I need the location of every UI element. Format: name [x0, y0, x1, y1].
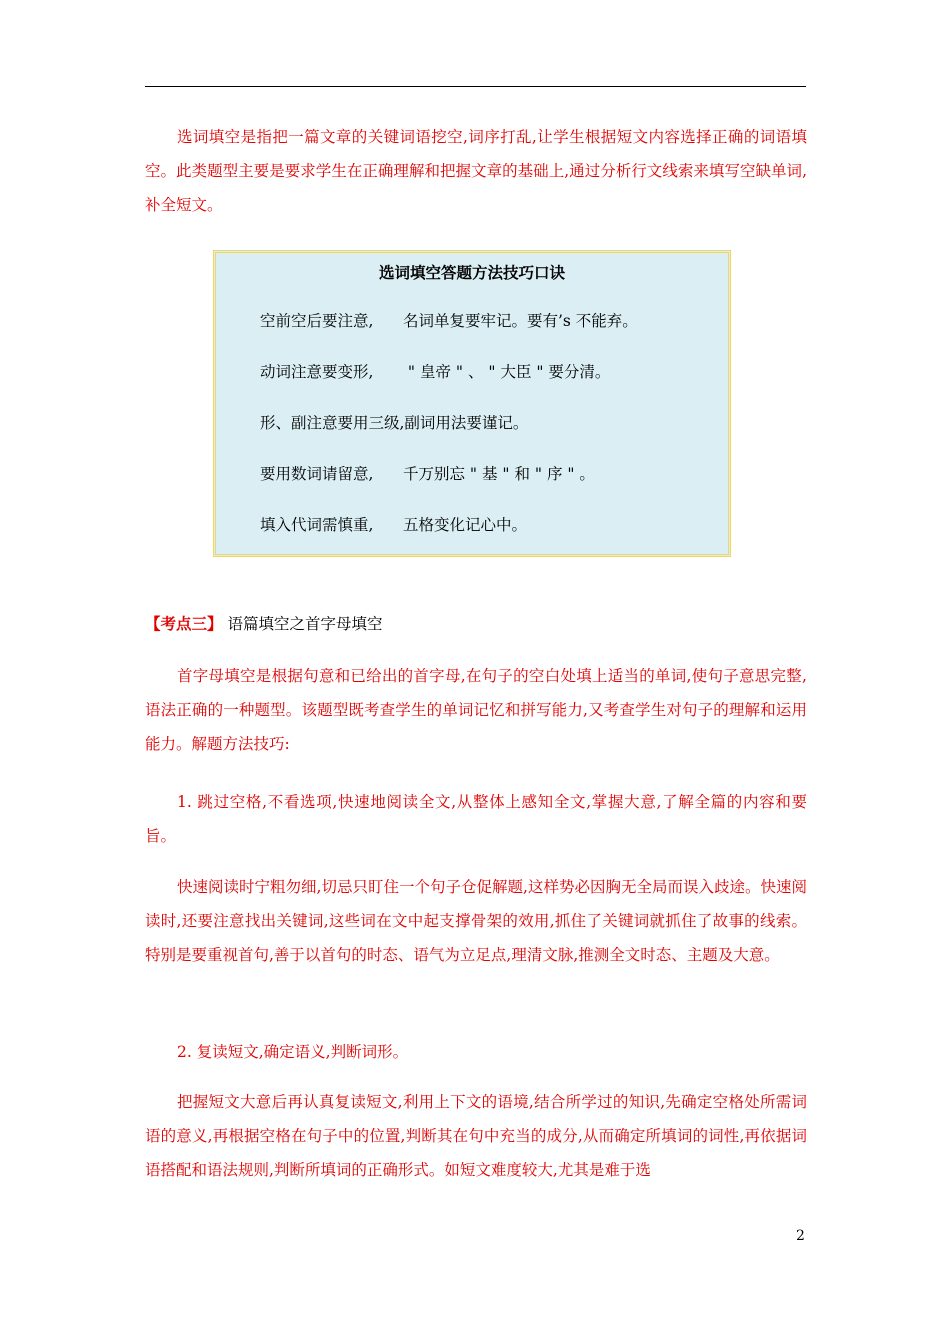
intro-paragraph: 选词填空是指把一篇文章的关键词语挖空,词序打乱,让学生根据短文内容选择正确的词语填空。此类题型主要是要求学生在正确理解和把握文章的基础上,通过分析行文线索来填写空缺单词,补全短文。: [145, 128, 807, 214]
tips-title: 选词填空答题方法技巧口诀: [378, 263, 565, 282]
body-paragraph: 把握短文大意后再认真复读短文,利用上下文的语境,结合所学过的知识,先确定空格处所需词语的意义,再根据空格在句子中的位置,判断其在句中充当的成分,从而确定所填词的词性,再依据词语搭配和语法规则,判断所填词的正确形式。如短文难度较大,尤其是难于选: [145, 1093, 807, 1179]
body-paragraph: 1. 跳过空格,不看选项,快速地阅读全文,从整体上感知全文,掌握大意,了解全篇的内容和要旨。: [145, 793, 807, 845]
body-paragraph: 快速阅读时宁粗勿细,切忌只盯住一个句子仓促解题,这样势必因胸无全局而误入歧途。快速阅读时,还要注意找出关键词,这些词在文中起支撑骨架的效用,抓住了关键词就抓住了故事的线索。特别是要重视首句,善于以首句的时态、语气为立足点,理清文脉,推测全文时态、主题及大意。: [145, 878, 807, 964]
tips-box: [213, 250, 731, 557]
body-paragraph: 2. 复读短文,确定语义,判断词形。: [177, 1043, 409, 1061]
tip-line: 空前空后要注意, 名词单复要牢记。要有’s 不能弃。: [260, 312, 638, 330]
body-paragraph: 首字母填空是根据句意和已给出的首字母,在句子的空白处填上适当的单词,使句子意思完整,语法正确的一种题型。该题型既考查学生的单词记忆和拼写能力,又考查学生对句子的理解和运用能力。解题方法技巧:: [145, 667, 807, 753]
section-title: 语篇填空之首字母填空: [227, 615, 383, 633]
header-rule: [145, 86, 806, 87]
tip-line: 填入代词需慎重, 五格变化记心中。: [260, 516, 527, 534]
tip-line: 要用数词请留意, 千万别忘 " 基 " 和 " 序 " 。: [260, 465, 595, 483]
tip-line: 形、副注意要用三级,副词用法要谨记。: [260, 414, 529, 432]
tip-line: 动词注意要变形, " 皇帝 " 、 " 大臣 " 要分清。: [260, 363, 611, 381]
page-number: 2: [796, 1228, 805, 1244]
section-heading: [145, 612, 382, 634]
section-tag: 【考点三】: [145, 614, 223, 633]
